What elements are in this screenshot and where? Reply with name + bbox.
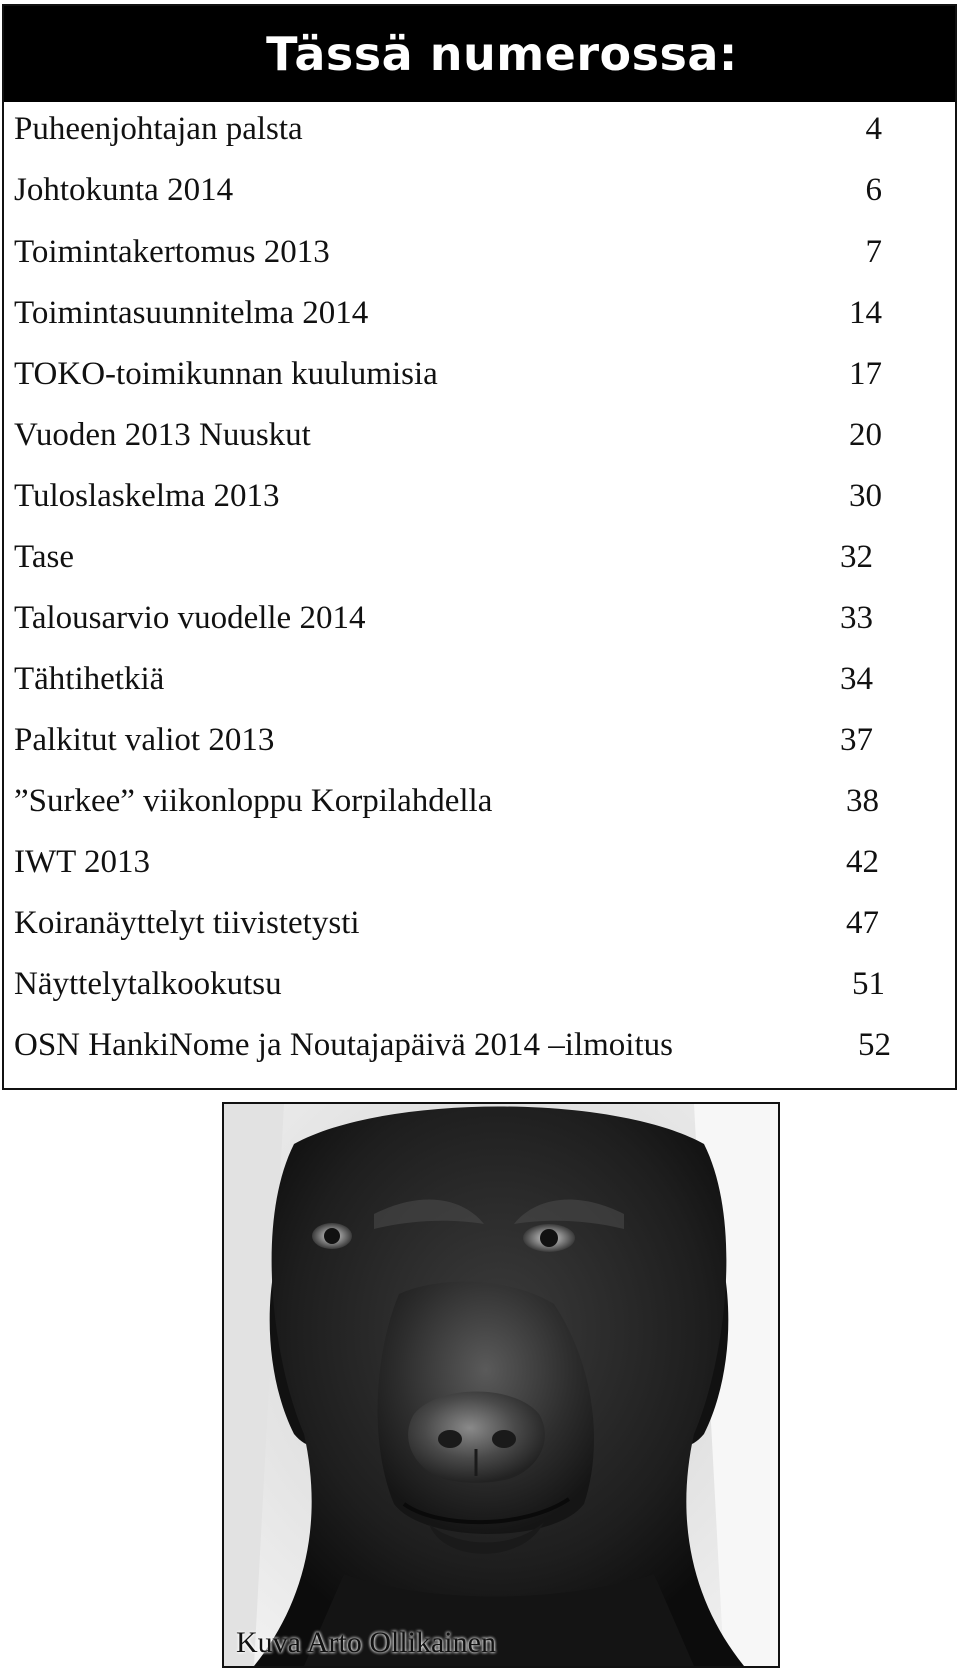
toc-entry[interactable]	[4, 593, 955, 643]
toc-entry-title: Johtokunta 2014	[14, 172, 234, 208]
toc-title: Tässä numerossa:	[266, 27, 738, 81]
toc-entry-title: TOKO-toimikunnan kuulumisia	[14, 356, 438, 392]
toc-entry-page: 30	[849, 478, 882, 514]
toc-entry[interactable]	[4, 288, 955, 338]
labrador-illustration	[224, 1104, 778, 1666]
toc-entry-page: 6	[865, 172, 882, 208]
toc-entry[interactable]	[4, 715, 955, 765]
toc-entry-page: 34	[840, 661, 873, 697]
toc-entry-title: Toimintasuunnitelma 2014	[14, 295, 369, 331]
toc-entry-page: 52	[858, 1027, 891, 1063]
toc-entry-title: Tähtihetkiä	[14, 661, 165, 697]
toc-entry-page: 38	[846, 783, 879, 819]
toc-entry-title: Toimintakertomus 2013	[14, 234, 330, 270]
toc-entry-page: 32	[840, 539, 873, 575]
toc-entry[interactable]	[4, 532, 955, 582]
toc-entry-page: 37	[840, 722, 873, 758]
toc-entry-page: 7	[865, 234, 882, 270]
dog-photo	[222, 1102, 780, 1668]
toc-entry-title: IWT 2013	[14, 844, 150, 880]
toc-entry[interactable]	[4, 654, 955, 704]
toc-entry-title: OSN HankiNome ja Noutajapäivä 2014 –ilmoitus	[14, 1027, 673, 1063]
toc-entry-title: Puheenjohtajan palsta	[14, 111, 303, 147]
toc-entry-page: 14	[849, 295, 882, 331]
toc-entry-title: Vuoden 2013 Nuuskut	[14, 417, 311, 453]
toc-entry[interactable]	[4, 227, 955, 277]
toc-entry[interactable]	[4, 410, 955, 460]
toc-entry[interactable]	[4, 165, 955, 215]
toc-entry-page: 47	[846, 905, 879, 941]
toc-entry-title: Palkitut valiot 2013	[14, 722, 275, 758]
toc-entry-title: Talousarvio vuodelle 2014	[14, 600, 366, 636]
toc-entry-title: Näyttelytalkookutsu	[14, 966, 282, 1002]
toc-entry-page: 4	[865, 111, 882, 147]
toc-entry[interactable]	[4, 471, 955, 521]
toc-entry-title: Tuloslaskelma 2013	[14, 478, 280, 514]
toc-entry[interactable]	[4, 959, 955, 1009]
toc-entry-page: 42	[846, 844, 879, 880]
toc-entry-title: Tase	[14, 539, 74, 575]
photo-credit: Kuva Arto Ollikainen	[236, 1626, 496, 1659]
toc-entry-page: 20	[849, 417, 882, 453]
toc-entry-title: Koiranäyttelyt tiivistetysti	[14, 905, 360, 941]
toc-entry[interactable]	[4, 349, 955, 399]
toc-entry[interactable]	[4, 776, 955, 826]
toc-entry-title: ”Surkee” viikonloppu Korpilahdella	[14, 783, 493, 819]
toc-entry[interactable]	[4, 1020, 955, 1070]
toc-entry[interactable]	[4, 898, 955, 948]
toc-entry[interactable]	[4, 837, 955, 887]
toc-entry-page: 33	[840, 600, 873, 636]
toc-entry-page: 17	[849, 356, 882, 392]
toc-entry-page: 51	[852, 966, 885, 1002]
table-of-contents	[2, 4, 957, 1090]
toc-entry[interactable]	[4, 104, 955, 154]
